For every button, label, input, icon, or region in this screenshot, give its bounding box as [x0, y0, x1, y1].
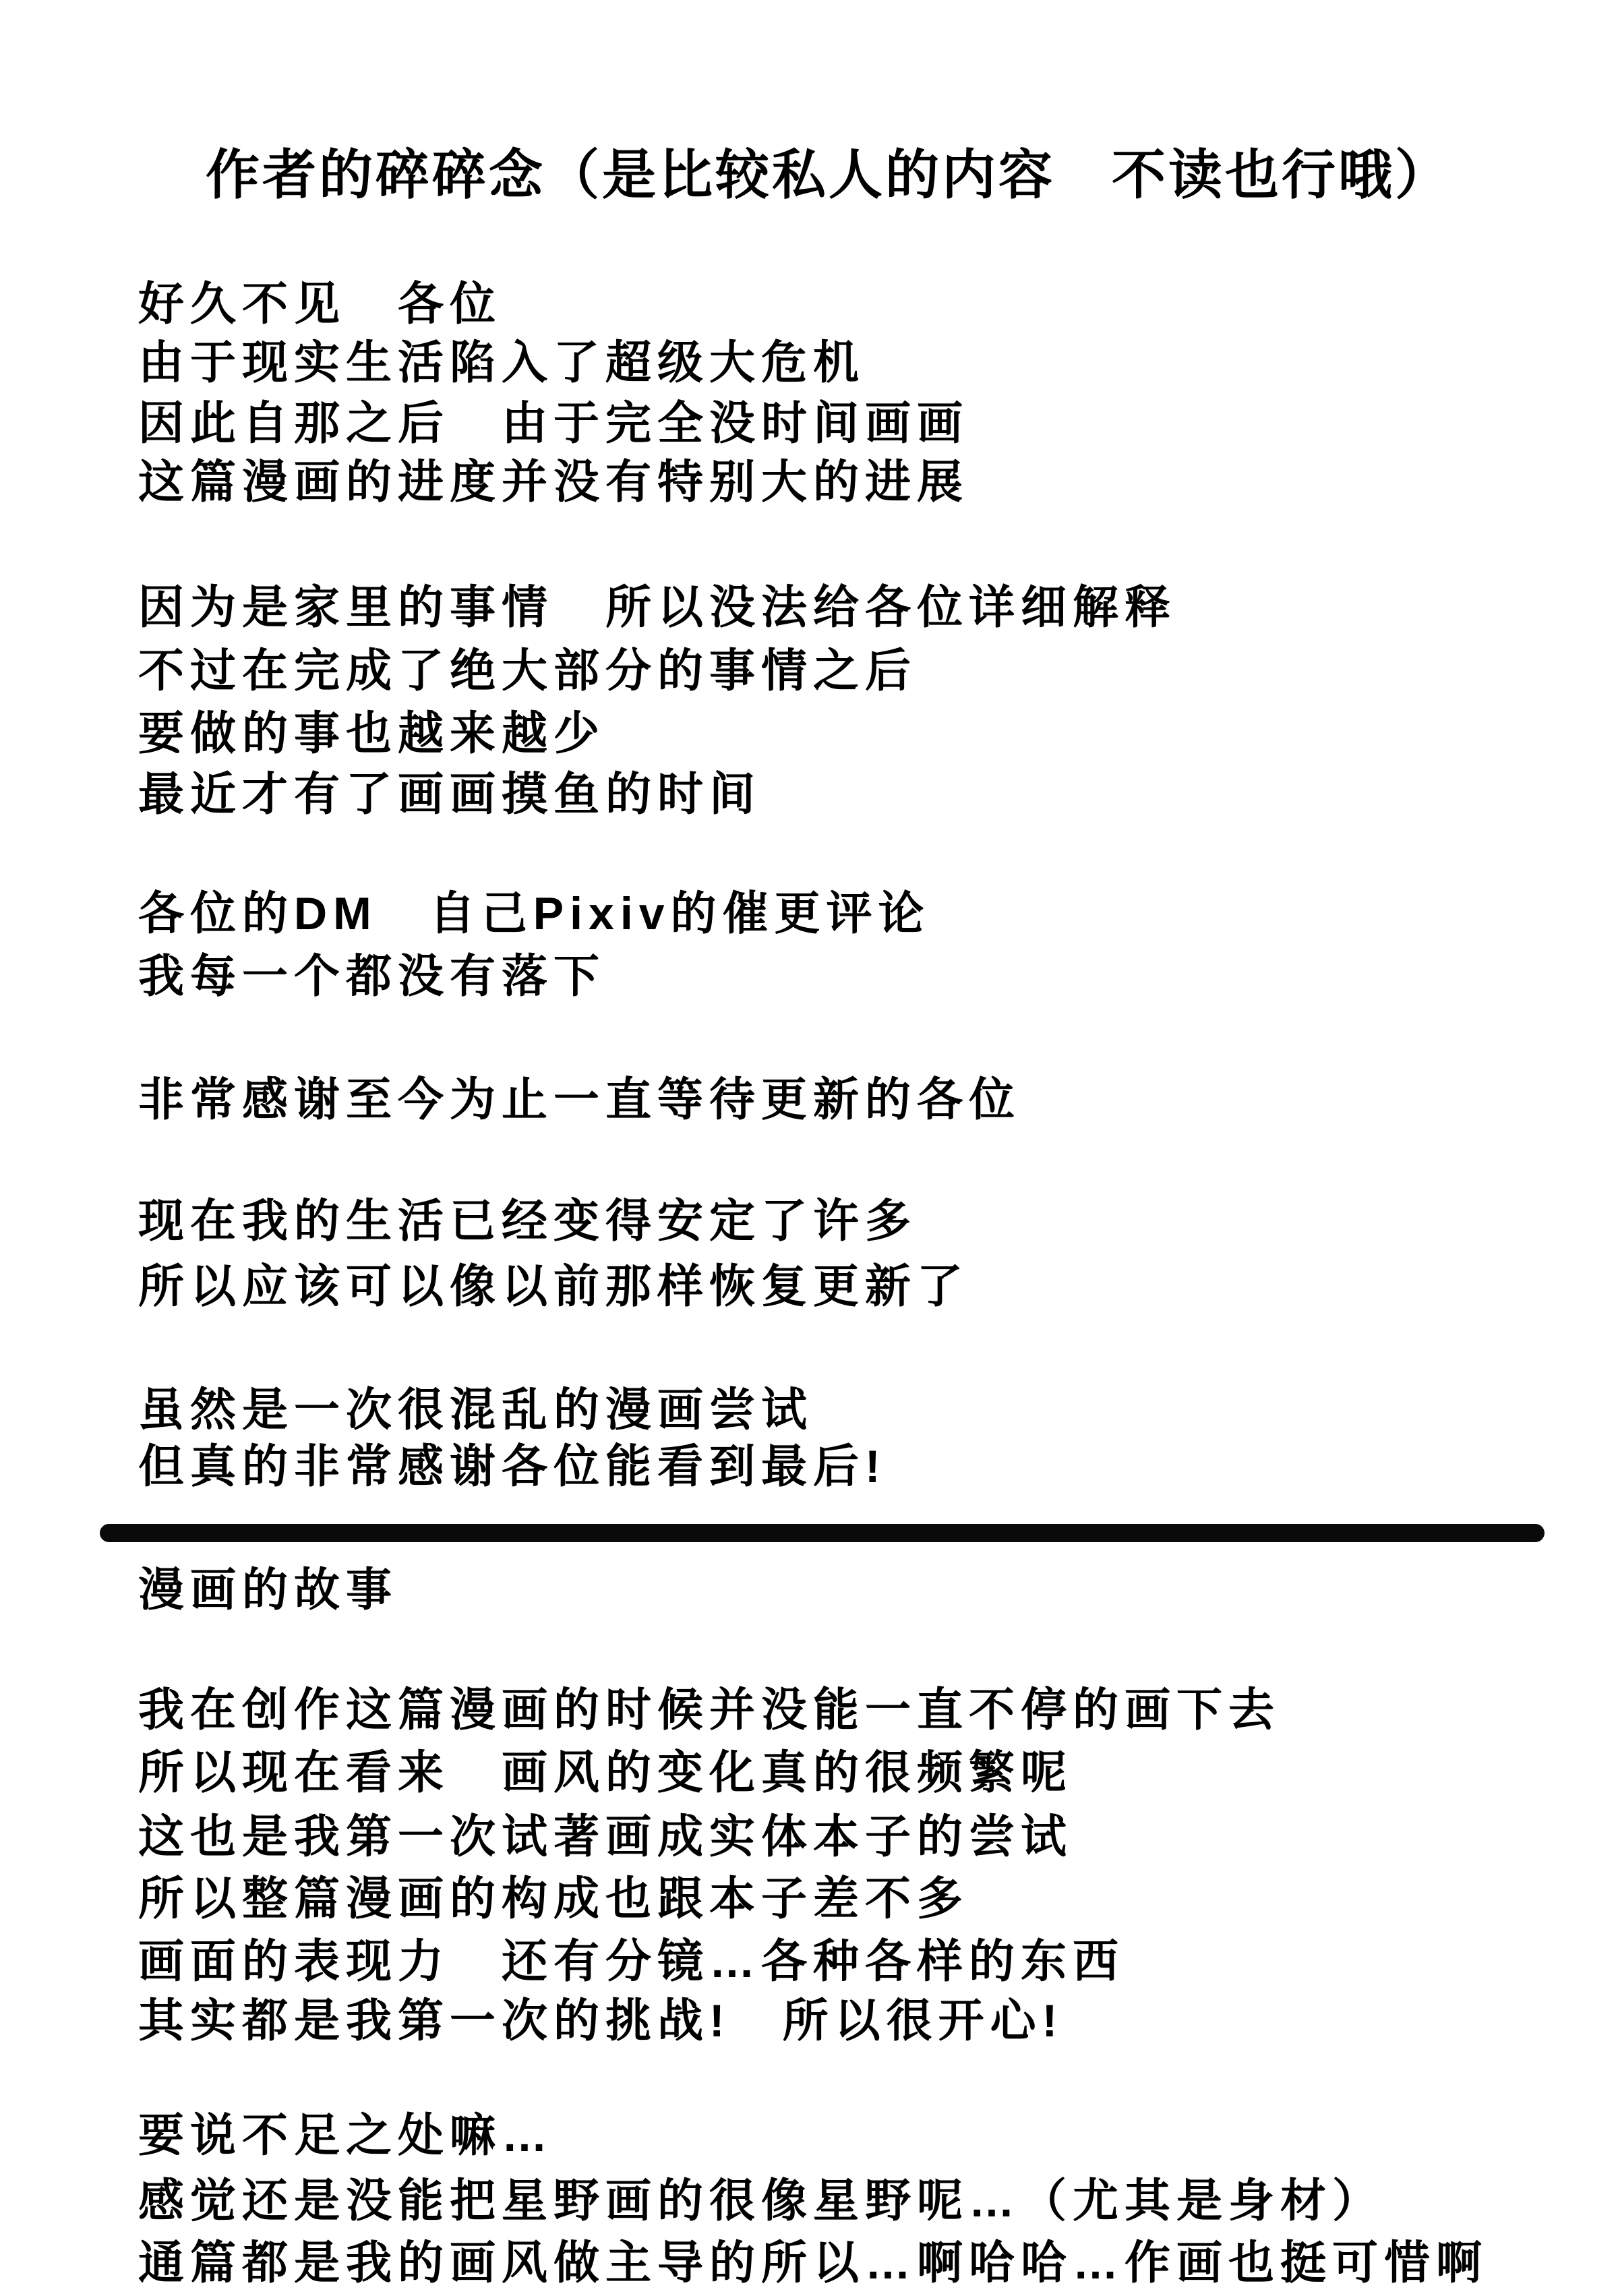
text-line: 要做的事也越来越少	[138, 708, 606, 759]
text-line: 我在创作这篇漫画的时候并没能一直不停的画下去	[138, 1684, 1281, 1736]
text-line: 不过在完成了绝大部分的事情之后	[138, 645, 918, 697]
text-line: 所以应该可以像以前那样恢复更新了	[138, 1261, 969, 1312]
text-line: 画面的表现力 还有分镜…各种各样的东西	[138, 1936, 1125, 1987]
text-line: 这也是我第一次试著画成实体本子的尝试	[138, 1811, 1073, 1862]
text-line: 现在我的生活已经变得安定了许多	[138, 1196, 918, 1247]
text-line: 因为是家里的事情 所以没法给各位详细解释	[138, 582, 1177, 633]
section-divider	[100, 1524, 1545, 1542]
text-line: 这篇漫画的进度并没有特别大的进展	[138, 457, 969, 508]
text-line: 非常感谢至今为止一直等待更新的各位	[138, 1074, 1021, 1125]
text-line: 我每一个都没有落下	[138, 951, 606, 1002]
text-line: 要说不足之处嘛…	[138, 2110, 554, 2161]
text-line: 最近才有了画画摸鱼的时间	[138, 769, 762, 820]
text-line: 因此自那之后 由于完全没时间画画	[138, 398, 969, 449]
text-line: 所以整篇漫画的构成也跟本子差不多	[138, 1873, 969, 1924]
text-line: 感觉还是没能把星野画的很像星野呢…（尤其是身材）	[138, 2175, 1385, 2227]
text-line: 好久不见 各位	[138, 278, 502, 330]
text-line: 其实都是我第一次的挑战! 所以很开心!	[138, 1995, 1064, 2047]
text-line: 通篇都是我的画风做主导的所以…啊哈哈…作画也挺可惜啊	[138, 2237, 1489, 2289]
page-title: 作者的碎碎念（是比较私人的内容 不读也行哦）	[206, 145, 1451, 205]
section-heading: 漫画的故事	[138, 1564, 398, 1616]
text-line: 由于现实生活陷入了超级大危机	[138, 337, 866, 388]
text-line: 但真的非常感谢各位能看到最后!	[138, 1441, 887, 1492]
text-line: 各位的DM 自己Pixiv的催更评论	[138, 888, 930, 939]
text-line: 虽然是一次很混乱的漫画尝试	[138, 1384, 814, 1436]
text-line: 所以现在看来 画风的变化真的很频繁呢	[138, 1747, 1073, 1798]
